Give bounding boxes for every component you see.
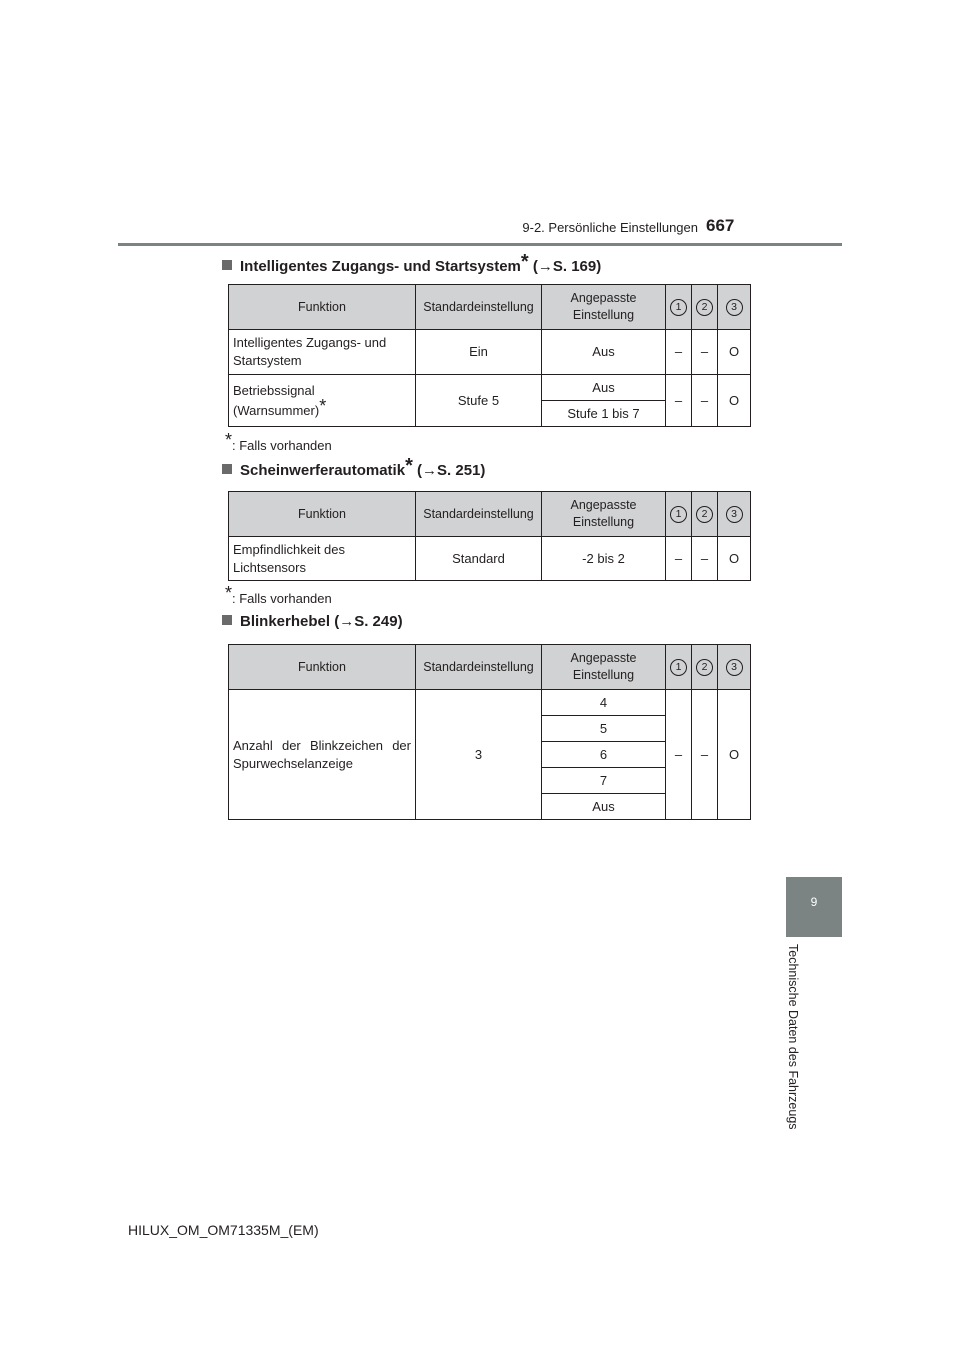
circled-2-icon: 2 xyxy=(696,506,713,523)
header-angepasst: Angepasste Einstellung xyxy=(542,285,666,330)
header-standard: Standardeinstellung xyxy=(416,285,542,330)
cell-c3: O xyxy=(718,330,751,375)
cell-c1: – xyxy=(666,330,692,375)
circled-3-icon: 3 xyxy=(726,659,743,676)
footnote-star: * xyxy=(520,251,529,273)
cell-angepasst: 6 xyxy=(542,742,666,768)
page-reference: (→S. 251) xyxy=(417,462,486,479)
cell-c2: – xyxy=(692,537,718,581)
cell-c3: O xyxy=(718,537,751,581)
circled-3-icon: 3 xyxy=(726,506,743,523)
table-scheinwerfer xyxy=(228,491,751,581)
cell-angepasst: Stufe 1 bis 7 xyxy=(542,401,666,427)
square-bullet-icon xyxy=(222,615,232,625)
page-reference: (→S. 249) xyxy=(334,613,403,630)
header-funktion: Funktion xyxy=(229,645,416,690)
cell-standard: Standard xyxy=(416,537,542,581)
cell-c2: – xyxy=(692,690,718,820)
cell-c3: O xyxy=(718,375,751,427)
circled-1-icon: 1 xyxy=(670,659,687,676)
footnote-star: * xyxy=(225,430,233,450)
circled-1-icon: 1 xyxy=(670,299,687,316)
table-header-row xyxy=(229,285,751,330)
table-header-row xyxy=(229,645,751,690)
cell-funktion: Intelligentes Zugangs- und Startsystem xyxy=(229,330,416,375)
circled-3-icon: 3 xyxy=(726,299,743,316)
cell-funktion xyxy=(229,375,416,427)
document-id: HILUX_OM_OM71335M_(EM) xyxy=(128,1222,319,1238)
table-row xyxy=(229,537,751,581)
heading-text: Intelligentes Zugangs- und Startsystem xyxy=(240,258,521,275)
page-number: 667 xyxy=(706,216,735,235)
square-bullet-icon xyxy=(222,260,232,270)
footnote-star: * xyxy=(405,455,413,477)
cell-angepasst: 7 xyxy=(542,768,666,794)
footnote xyxy=(225,583,332,608)
circled-2-icon: 2 xyxy=(696,299,713,316)
header-standard: Standardeinstellung xyxy=(416,492,542,537)
header-standard: Standardeinstellung xyxy=(416,645,542,690)
cell-c2: – xyxy=(692,375,718,427)
cell-angepasst: Aus xyxy=(542,794,666,820)
cell-c1: – xyxy=(666,375,692,427)
cell-funktion: Anzahl der Blinkzeichen der Spurwechselanzeige xyxy=(229,690,416,820)
section-heading-zugang xyxy=(222,251,602,279)
footnote xyxy=(225,430,332,455)
circled-2-icon: 2 xyxy=(696,659,713,676)
section-heading-scheinwerfer xyxy=(222,455,486,483)
header-angepasst: Angepasste Einstellung xyxy=(542,492,666,537)
cell-standard: Stufe 5 xyxy=(416,375,542,427)
table-row xyxy=(229,375,751,401)
header-funktion: Funktion xyxy=(229,285,416,330)
cell-c3: O xyxy=(718,690,751,820)
cell-standard: 3 xyxy=(416,690,542,820)
cell-angepasst: -2 bis 2 xyxy=(542,537,666,581)
section-heading-blinker xyxy=(222,613,403,630)
footnote-text: : Falls vorhanden xyxy=(232,591,332,606)
cell-angepasst: 5 xyxy=(542,716,666,742)
cell-standard: Ein xyxy=(416,330,542,375)
cell-funktion: Empfindlichkeit des Lichtsensors xyxy=(229,537,416,581)
chapter-label xyxy=(786,944,806,1144)
circled-1-icon: 1 xyxy=(670,506,687,523)
table-row xyxy=(229,690,751,716)
table-blinker xyxy=(228,644,751,820)
table-zugang xyxy=(228,284,751,427)
heading-text: Blinkerhebel xyxy=(240,613,331,630)
footnote-star: * xyxy=(319,395,327,416)
heading-text: Scheinwerferautomatik xyxy=(240,462,406,479)
header-divider xyxy=(118,243,842,246)
header-angepasst: Angepasste Einstellung xyxy=(542,645,666,690)
table-row xyxy=(229,330,751,375)
cell-angepasst: 4 xyxy=(542,690,666,716)
footnote-star: * xyxy=(225,583,233,603)
cell-funktion-text: Betriebssignal (Warnsummer) xyxy=(233,382,320,418)
cell-c1: – xyxy=(666,537,692,581)
section-title: 9-2. Persönliche Einstellungen xyxy=(522,220,698,235)
chapter-tab: 9 xyxy=(786,877,842,937)
table-header-row xyxy=(229,492,751,537)
cell-c2: – xyxy=(692,330,718,375)
footnote-text: : Falls vorhanden xyxy=(232,438,332,453)
cell-c1: – xyxy=(666,690,692,820)
square-bullet-icon xyxy=(222,464,232,474)
page-reference: (→S. 169) xyxy=(532,258,602,275)
header-funktion: Funktion xyxy=(229,492,416,537)
chapter-label-text: Technische Daten des Fahrzeugs xyxy=(786,944,800,1130)
cell-angepasst: Aus xyxy=(542,330,666,375)
cell-angepasst: Aus xyxy=(542,375,666,401)
